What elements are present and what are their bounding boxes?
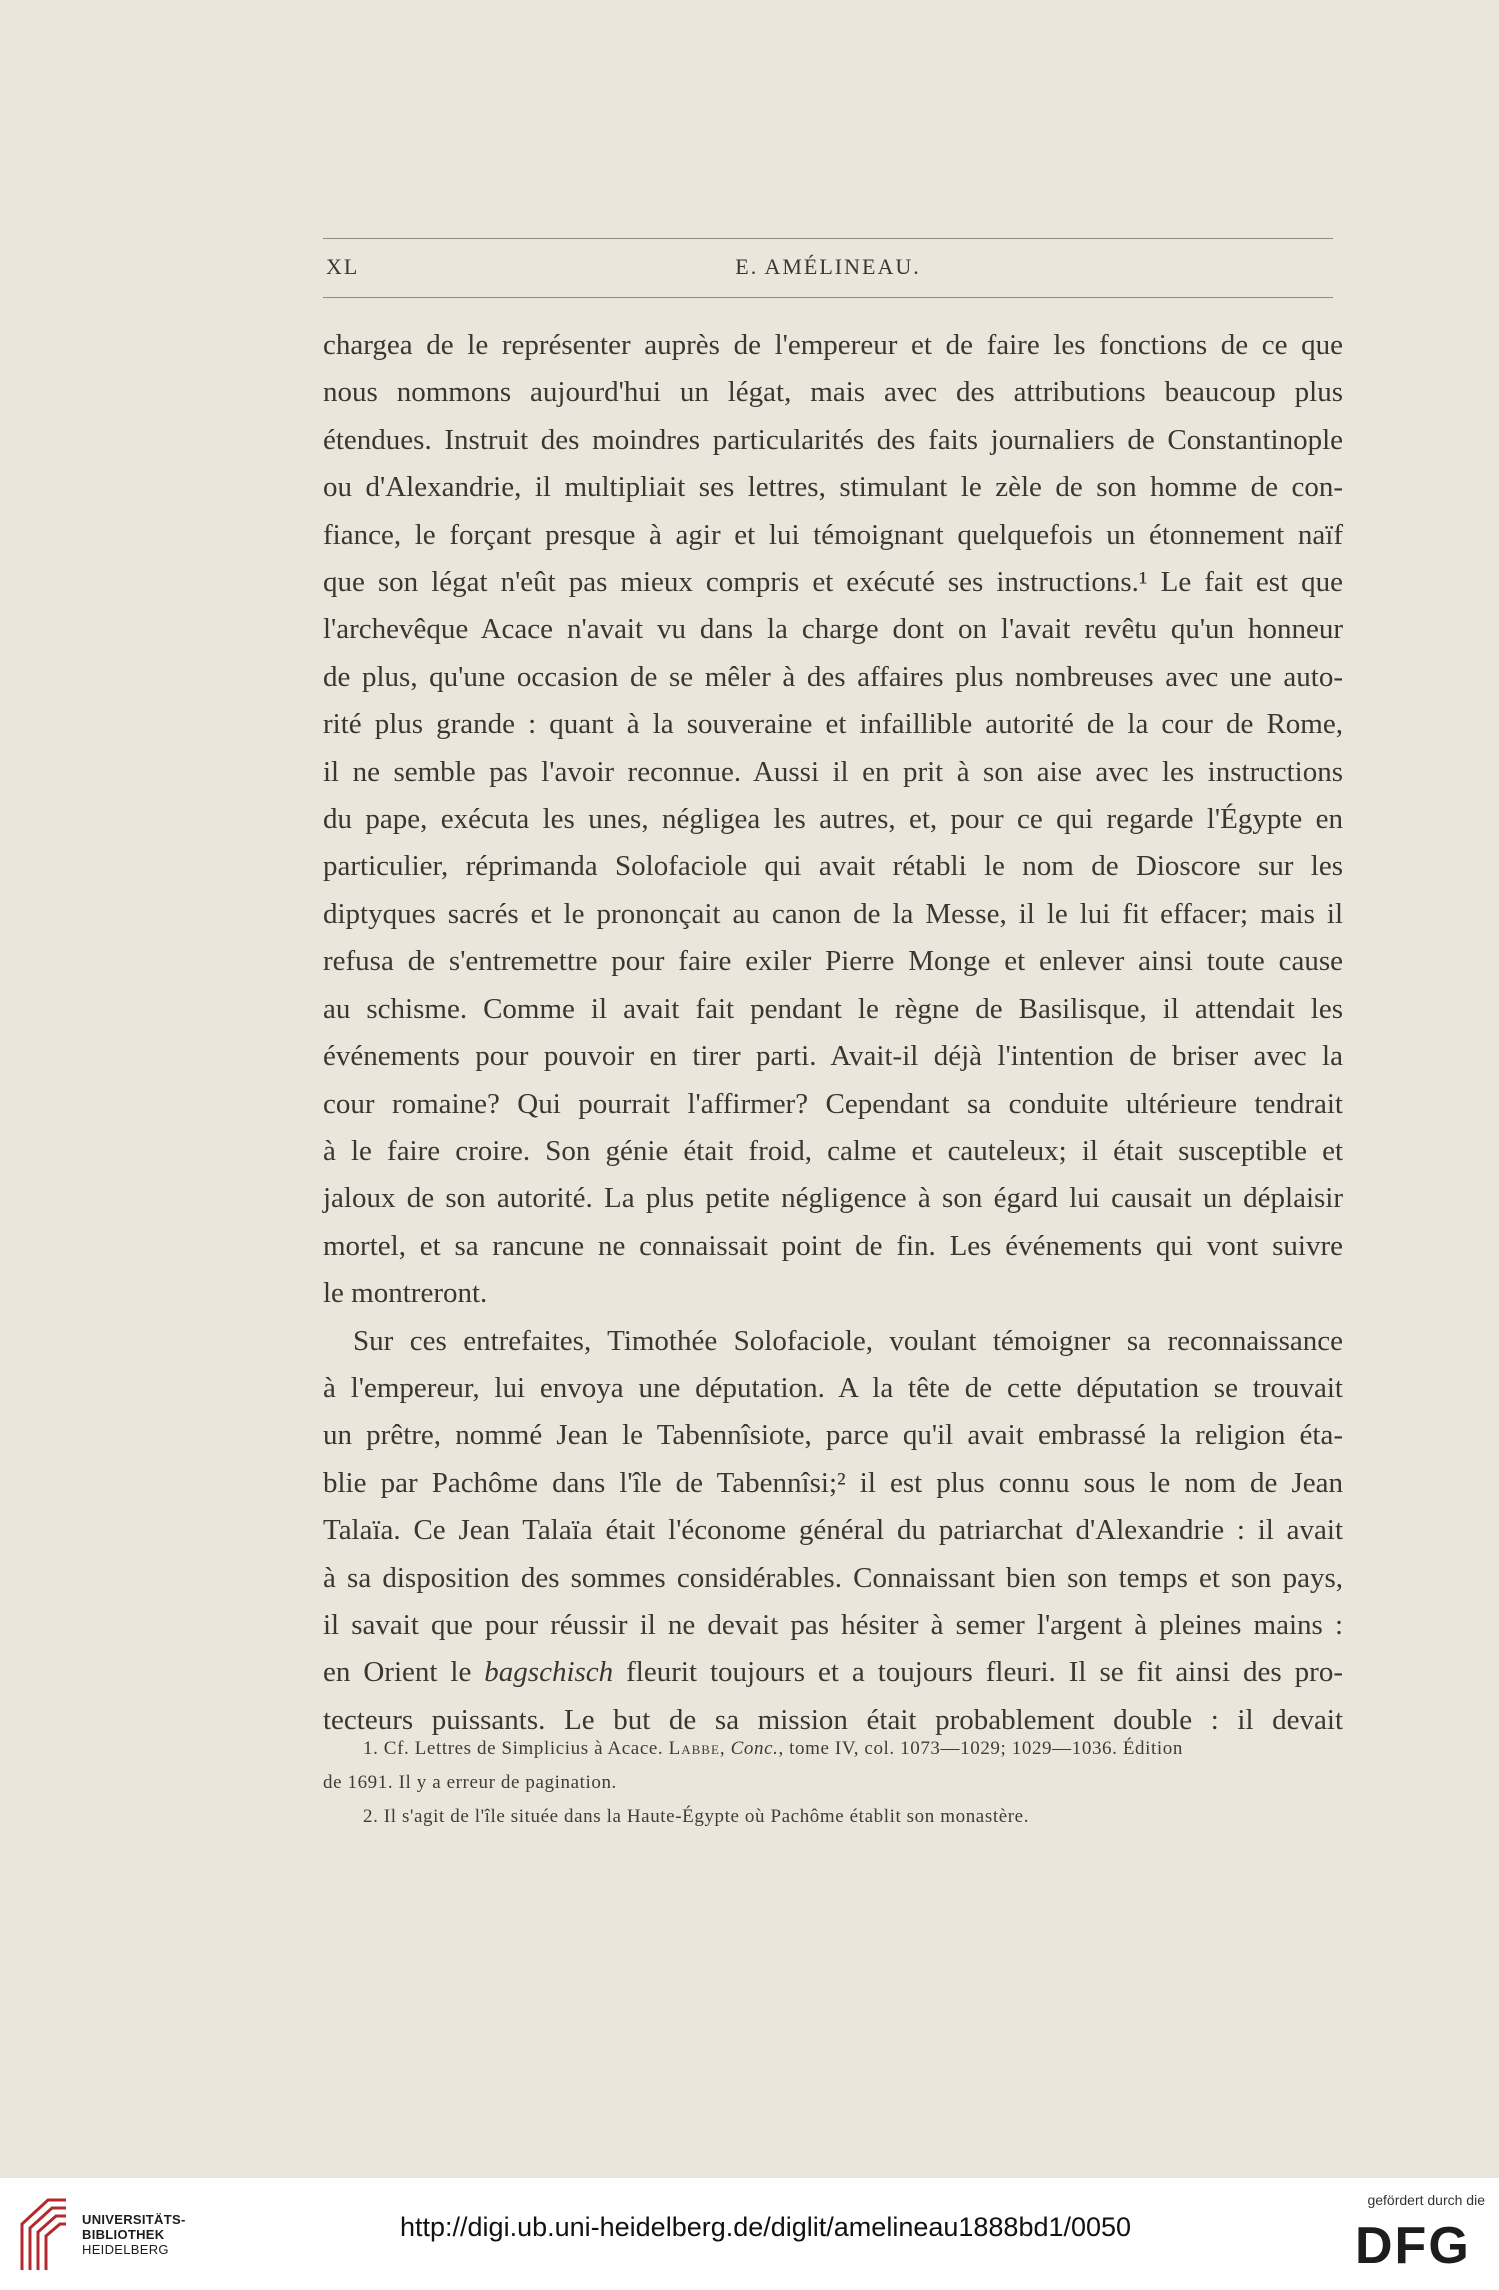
footnote-1-continuation: de 1691. Il y a erreur de pagination. [323,1772,617,1793]
permalink-url[interactable]: http://digi.ub.uni-heidelberg.de/diglit/amelineau1888bd1/0050 [400,2212,1132,2242]
text-line: blie par Pachôme dans l'île de Tabennîsi;² il est plus connu sous le nom de Jean [323,1466,1343,1499]
text-line: ou d'Alexandrie, il multipliait ses lettres, stimulant le zèle de son homme de con- [323,471,1343,504]
text-line: diptyques sacrés et le prononçait au canon de la Messe, il le lui fit effacer; mais il [323,897,1343,930]
footnote-author: Labbe [668,1738,720,1759]
italic-term: bagschisch [484,1656,614,1689]
text-line: événements pour pouvoir en tirer parti. Avait-il déjà l'intention de briser avec la [323,1040,1343,1073]
footnote-work-title: Conc. [730,1738,779,1759]
text-line: nous nommons aujourd'hui un légat, mais avec des attributions beaucoup plus [323,376,1343,409]
text-line: du pape, exécuta les unes, négligea les autres, et, pour ce qui regarde l'Égypte en [323,803,1343,836]
text-line: Sur ces entrefaites, Timothée Solofaciole, voulant témoigner sa reconnaissance [353,1324,1343,1357]
digitization-footer [0,2178,1499,2290]
text-line: à le faire croire. Son génie était froid, calme et cauteleux; il était susceptible et [323,1134,1343,1167]
text-line: au schisme. Comme il avait fait pendant le règne de Basilisque, il attendait les [323,992,1343,1025]
header-rule-bottom [323,297,1333,298]
dfg-logo: DFG [1355,2217,1471,2275]
text-line: chargea de le représenter auprès de l'empereur et de faire les fonctions de ce que [323,329,1343,361]
text-line: mortel, et sa rancune ne connaissait point de fin. Les événements qui vont suivre [323,1229,1343,1262]
paragraph-2 [323,1318,1343,1745]
running-head [323,252,1333,288]
text-line: refusa de s'entremettre pour faire exiler Pierre Monge et enlever ainsi toute cause [323,945,1343,978]
library-name: UNIVERSITÄTS- BIBLIOTHEK HEIDELBERG [82,2212,186,2257]
text-line: en Orient le bagschisch fleurit toujours et a toujours fleuri. Il se fit ainsi des pro- [323,1656,1343,1689]
text-line: l'archevêque Acace n'avait vu dans la charge dont on l'avait revêtu qu'un honneur [323,613,1343,646]
body-text [323,322,1343,1744]
page-folio: XL [326,254,360,279]
text-line: le montreront. [323,1277,488,1310]
running-head-author: E. AMÉLINEAU. [735,254,921,279]
text-line: fiance, le forçant presque à agir et lui témoignant quelquefois un étonnement naïf [323,518,1343,551]
text-line: il ne semble pas l'avoir reconnue. Aussi il en prit à son aise avec les instructions [323,755,1343,788]
text-line: cour romaine? Qui pourrait l'affirmer? Cependant sa conduite ultérieure tendrait [323,1087,1343,1120]
text-line: à l'empereur, lui envoya une députation. A la tête de cette députation se trouvait [323,1371,1343,1404]
funding-caption: gefördert durch die [1367,2192,1485,2208]
text-line: jaloux de son autorité. La plus petite négligence à son égard lui causait un déplaisir [323,1182,1343,1215]
text-line: Talaïa. Ce Jean Talaïa était l'économe général du patriarchat d'Alexandrie : il avait [323,1514,1343,1547]
paragraph-1 [323,322,1343,1318]
library-logo-icon [18,2194,70,2274]
text-line: il savait que pour réussir il ne devait pas hésiter à semer l'argent à pleines mains : [323,1608,1343,1641]
footnote-1: 1. Cf. Lettres de Simplicius à Acace. Labbe, Conc., tome IV, col. 1073—1029; 1029—1036. Édition [363,1738,1183,1759]
text-line: particulier, réprimanda Solofaciole qui avait rétabli le nom de Dioscore sur les [323,850,1343,883]
text-line: de plus, qu'une occasion de se mêler à des affaires plus nombreuses avec une auto- [323,660,1343,693]
footnote-2: 2. Il s'agit de l'île située dans la Haute-Égypte où Pachôme établit son monastère. [363,1806,1030,1827]
text-line: un prêtre, nommé Jean le Tabennîsiote, parce qu'il avait embrassé la religion éta- [323,1419,1343,1452]
header-rule-top [323,238,1333,239]
text-line: étendues. Instruit des moindres particularités des faits journaliers de Constantinople [323,423,1343,456]
text-line: rité plus grande : quant à la souveraine et infaillible autorité de la cour de Rome, [323,708,1343,741]
text-line: à sa disposition des sommes considérables. Connaissant bien son temps et son pays, [323,1561,1343,1594]
text-line: tecteurs puissants. Le but de sa mission était probablement double : il devait [323,1703,1343,1736]
footnotes [323,1732,1338,1834]
text-line: que son légat n'eût pas mieux compris et exécuté ses instructions.¹ Le fait est que [323,566,1343,599]
